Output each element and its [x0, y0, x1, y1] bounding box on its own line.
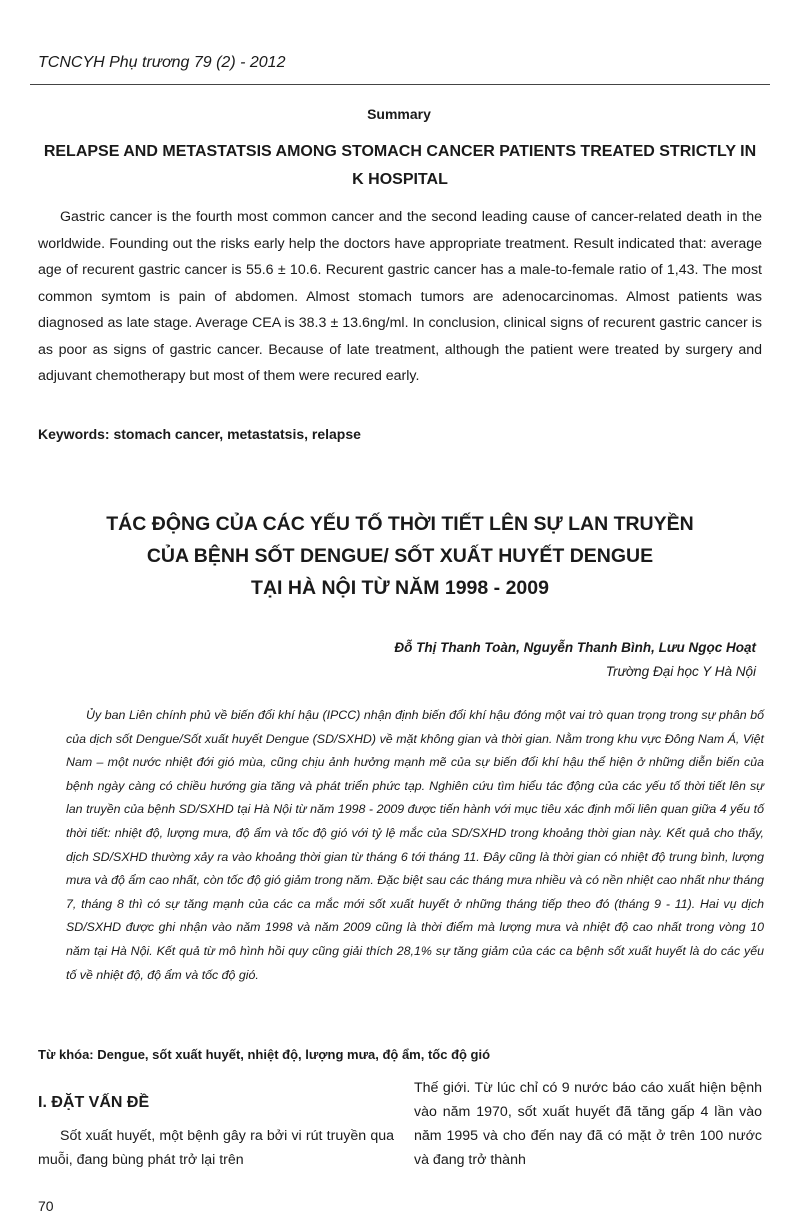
- affiliation: Trường Đại học Y Hà Nội: [605, 664, 756, 679]
- page-number: 70: [38, 1198, 54, 1214]
- article-title-line: CỦA BỆNH SỐT DENGUE/ SỐT XUẤT HUYẾT DENGUE: [146, 545, 654, 567]
- left-column: [38, 1080, 394, 1172]
- summary-label: Summary: [367, 106, 431, 122]
- authors: Đỗ Thị Thanh Toàn, Nguyễn Thanh Bình, Lưu Ngọc Hoạt: [394, 640, 756, 655]
- abstract: Ủy ban Liên chính phủ về biến đổi khí hậu (IPCC) nhận định biến đổi khí hậu đóng một vai trò quan trọng trong sự phân bố của dịch sốt Dengue/Sốt xuất huyết Dengue (SD/SXHD) về mặt không gian và thời gian. Nằm trong khu vực Đông Nam Á, Việt Nam – một nước nhiệt đới gió mùa, cũng chịu ảnh hưởng mạnh mẽ của sự biến đổi khí hậu thể hiện ở những diễn biến của bệnh ngày càng có chiều hướng gia tăng và phát triển phức tạp. Nghiên cứu tìm hiểu tác động của các yếu tố thời tiết lên sự lan truyền của bệnh SD/SXHD tại Hà Nội từ năm 1998 - 2009 được tiến hành với mục tiêu xác định mối liên quan giữa 4 yếu tố thời tiết: nhiệt độ, lượng mưa, độ ẩm và tốc độ gió với tỷ lệ mắc của SD/SXHD trong khoảng thời gian này. Kết quả cho thấy, dịch SD/SXHD thường xảy ra vào khoảng thời gian từ tháng 6 tới tháng 11. Đây cũng là thời gian có nhiệt độ trung bình, lượng mưa và độ ẩm cao nhất, còn tốc độ gió giảm trong năm. Đặc biệt sau các tháng mưa nhiều và có nền nhiệt cao nhất như tháng 7, tháng 8 thì có sự tăng mạnh của các ca mắc mới sốt xuất huyết ở những tháng tiếp theo đó (tháng 9 - 11). Hai vụ dịch SD/SXHD được ghi nhận vào năm 1998 và năm 2009 cũng là thời điểm mà lượng mưa và nhiệt độ cao nhất trong vòng 10 năm tại Hà Nội. Kết quả từ mô hình hồi quy cũng giải thích 28,1% sự tăng giảm của các ca bệnh sốt xuất huyết là do các yếu tố về nhiệt độ, độ ẩm và tốc độ gió.: [66, 708, 764, 982]
- running-header: TCNCYH Phụ trương 79 (2) - 2012: [38, 54, 286, 71]
- body-paragraph: Sốt xuất huyết, một bệnh gây ra bởi vi rút truyền qua muỗi, đang bùng phát trở lại trên: [38, 1128, 394, 1168]
- header-rule: [30, 84, 770, 85]
- right-column-paragraph: Thế giới. Từ lúc chỉ có 9 nước báo cáo xuất hiện bệnh vào năm 1970, sốt xuất huyết đã tăng gấp 4 lần vào năm 1995 và cho đến nay đã có mặt ở trên 100 nước và đang trở thành: [414, 1080, 762, 1168]
- keywords: Từ khóa: Dengue, sốt xuất huyết, nhiệt độ, lượng mưa, độ ẩm, tốc độ gió: [38, 1047, 491, 1062]
- english-keywords: Keywords: stomach cancer, metastatsis, relapse: [38, 426, 361, 442]
- article-title-line: TẠI HÀ NỘI TỪ NĂM 1998 - 2009: [251, 577, 549, 599]
- article-title-line: TÁC ĐỘNG CỦA CÁC YẾU TỐ THỜI TIẾT LÊN SỰ LAN TRUYỀN: [106, 513, 694, 535]
- section-heading: I. ĐẶT VẤN ĐỀ: [38, 1094, 150, 1111]
- english-title: RELAPSE AND METASTATSIS AMONG STOMACH CANCER PATIENTS TREATED STRICTLY IN K HOSPITAL: [43, 143, 757, 188]
- english-summary-body: Gastric cancer is the fourth most common cancer and the second leading cause of cancer-related death in the worldwide. Founding out the risks early help the doctors have appropriate treatment. Result indicated that: average age of recurent gastric cancer is 55.6 ± 10.6. Recurent gastric cancer has a male-to-female ratio of 1,43. The most common symtom is pain of abdomen. Almost stomach tumors are adenocarcinomas. Almost patients was diagnosed as late stage. Average CEA is 38.3 ± 13.6ng/ml. In conclusion, clinical signs of recurent gastric cancer is as poor as signs of gastric cancer. Because of late treatment, although the patient were treated by surgery and adjuvant chemotherapy but most of them were recured early.: [38, 209, 762, 384]
- article-title: [40, 508, 760, 604]
